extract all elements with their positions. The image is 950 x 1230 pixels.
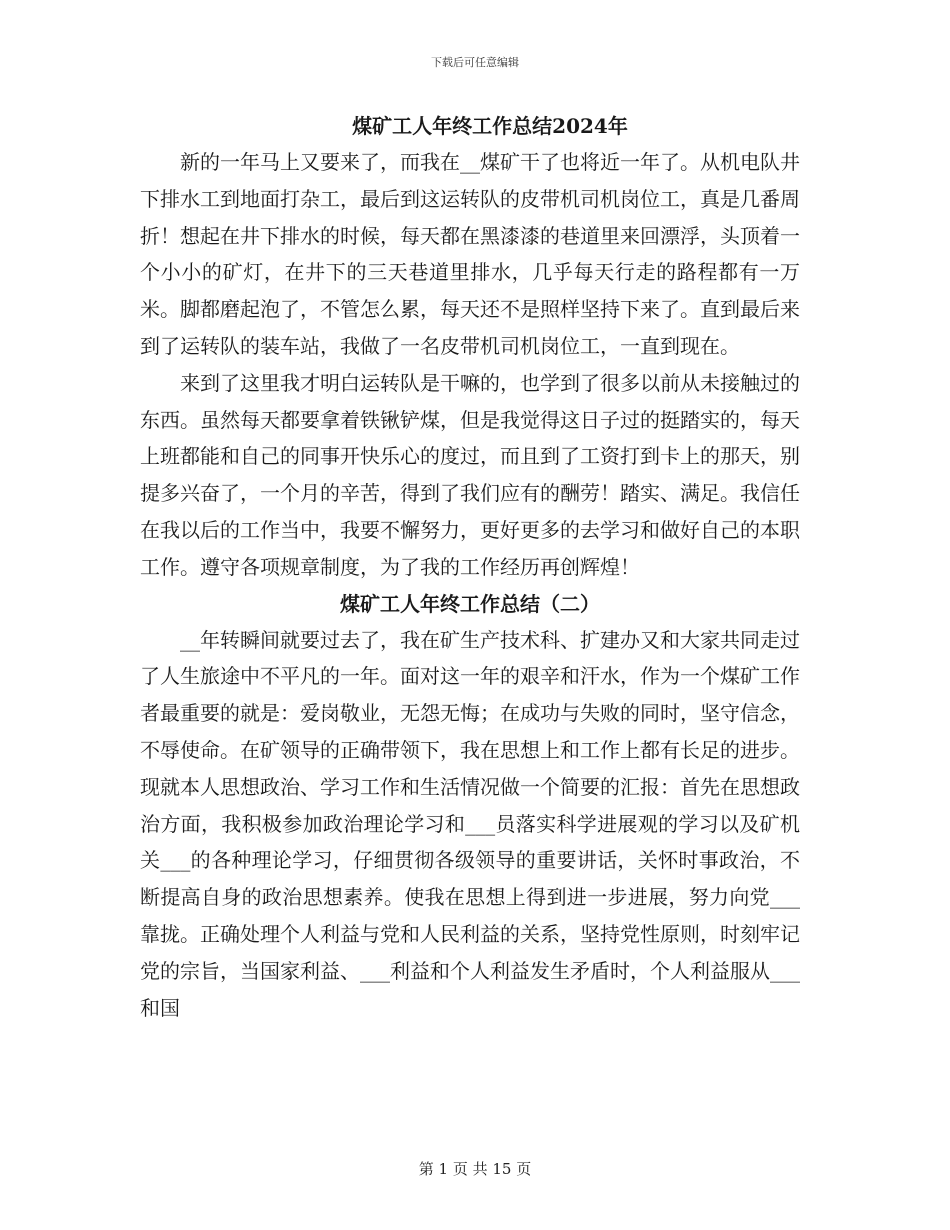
page-number: 第 1 页 共 15 页 <box>418 1160 532 1178</box>
section-2-title: 煤矿工人年终工作总结（二） <box>340 591 600 616</box>
section-2-paragraph-1: __年转瞬间就要过去了，我在矿生产技术科、扩建办又和大家共同走过了人生旅途中不平凡的一年。面对这一年的艰辛和汗水，作为一个煤矿工作者最重要的就是：爱岗敬业，无怨无悔；在成功与失败的同时，坚守信念，不辱使命。在矿领导的正确带领下，我在思想上和工作上都有长足的进步。现就本人思想政治、学习工作和生活情况做一个简要的汇报：首先在思想政治方面，我积极参加政治理论学习和___员落实科学进展观的学习以及矿机关___的各种理论学习，仔细贯彻各级领导的重要讲话，关怀时事政治，不断提高自身的政治思想素养。使我在思想上得到进一步进展，努力向党___靠拢。正确处理个人利益与党和人民利益的关系，坚持党性原则，时刻牢记党的宗旨，当国家利益、___利益和个人利益发生矛盾时，个人利益服从___和国 <box>140 627 800 1020</box>
document-body <box>140 108 800 1026</box>
document-title: 煤矿工人年终工作总结2024年 <box>352 114 628 138</box>
paragraph-2: 来到了这里我才明白运转队是干嘛的，也学到了很多以前从未接触过的东西。虽然每天都要拿着铁锹铲煤，但是我觉得这日子过的挺踏实的，每天上班都能和自己的同事开快乐心的度过，而且到了工资打到卡上的那天，别提多兴奋了，一个月的辛苦，得到了我们应有的酬劳！踏实、满足。我信任在我以后的工作当中，我要不懈努力，更好更多的去学习和做好自己的本职工作。遵守各项规章制度，为了我的工作经历再创辉煌！ <box>140 370 800 579</box>
download-note: 下载后可任意编辑 <box>431 56 519 69</box>
paragraph-1: 新的一年马上又要来了，而我在__煤矿干了也将近一年了。从机电队井下排水工到地面打杂工，最后到这运转队的皮带机司机岗位工，真是几番周折！想起在井下排水的时候，每天都在黑漆漆的巷道里来回漂浮，头顶着一个小小的矿灯，在井下的三天巷道里排水，几乎每天行走的路程都有一万米。脚都磨起泡了，不管怎么累，每天还不是照样坚持下来了。直到最后来到了运转队的装车站，我做了一名皮带机司机岗位工，一直到现在。 <box>140 150 800 358</box>
